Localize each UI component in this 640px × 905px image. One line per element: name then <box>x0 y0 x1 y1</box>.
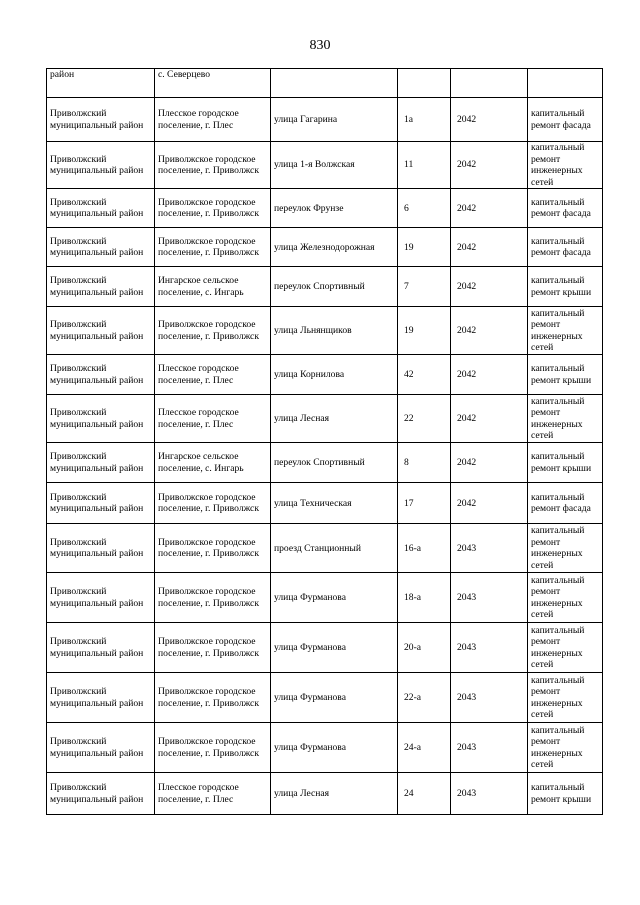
house-number-cell <box>398 69 451 98</box>
settlement-cell: Плесское городское поселение, г. Плес <box>155 98 271 142</box>
table-row <box>47 673 603 723</box>
settlement-cell: с. Северцево <box>155 69 271 98</box>
street-cell: улица 1-я Волжская <box>271 142 398 189</box>
settlement-cell: Приволжское городское поселение, г. Приволжск <box>155 673 271 723</box>
work-type-cell: капитальный ремонт инженерных сетей <box>528 142 603 189</box>
work-type-cell <box>528 69 603 98</box>
district-cell: Приволжский муниципальный район <box>47 773 155 815</box>
house-number-cell: 6 <box>398 189 451 228</box>
district-cell: Приволжский муниципальный район <box>47 228 155 267</box>
house-number-cell: 8 <box>398 443 451 483</box>
work-type-cell: капитальный ремонт крыши <box>528 355 603 395</box>
house-number-cell: 18-а <box>398 573 451 623</box>
street-cell: переулок Фрунзе <box>271 189 398 228</box>
street-cell: улица Фурманова <box>271 623 398 673</box>
repair-schedule-table <box>46 68 603 815</box>
district-cell: Приволжский муниципальный район <box>47 267 155 307</box>
year-cell: 2042 <box>451 395 528 443</box>
table-row <box>47 443 603 483</box>
work-type-cell: капитальный ремонт фасада <box>528 98 603 142</box>
work-type-cell: капитальный ремонт крыши <box>528 267 603 307</box>
settlement-cell: Плесское городское поселение, г. Плес <box>155 773 271 815</box>
table-row <box>47 483 603 524</box>
district-cell: Приволжский муниципальный район <box>47 355 155 395</box>
district-cell: район <box>47 69 155 98</box>
district-cell: Приволжский муниципальный район <box>47 623 155 673</box>
work-type-cell: капитальный ремонт инженерных сетей <box>528 673 603 723</box>
street-cell: улица Железнодорожная <box>271 228 398 267</box>
district-cell: Приволжский муниципальный район <box>47 573 155 623</box>
year-cell: 2042 <box>451 228 528 267</box>
year-cell: 2042 <box>451 355 528 395</box>
work-type-cell: капитальный ремонт инженерных сетей <box>528 573 603 623</box>
table-row <box>47 142 603 189</box>
street-cell: улица Льнянщиков <box>271 307 398 355</box>
street-cell: проезд Станционный <box>271 524 398 573</box>
settlement-cell: Приволжское городское поселение, г. Приволжск <box>155 524 271 573</box>
house-number-cell: 24-а <box>398 723 451 773</box>
work-type-cell: капитальный ремонт инженерных сетей <box>528 623 603 673</box>
street-cell: улица Фурманова <box>271 673 398 723</box>
district-cell: Приволжский муниципальный район <box>47 524 155 573</box>
district-cell: Приволжский муниципальный район <box>47 673 155 723</box>
house-number-cell: 22 <box>398 395 451 443</box>
street-cell: улица Лесная <box>271 395 398 443</box>
house-number-cell: 19 <box>398 307 451 355</box>
table-row <box>47 773 603 815</box>
year-cell: 2042 <box>451 189 528 228</box>
work-type-cell: капитальный ремонт фасада <box>528 483 603 524</box>
street-cell: улица Техническая <box>271 483 398 524</box>
house-number-cell: 20-а <box>398 623 451 673</box>
house-number-cell: 42 <box>398 355 451 395</box>
settlement-cell: Приволжское городское поселение, г. Приволжск <box>155 228 271 267</box>
street-cell: переулок Спортивный <box>271 443 398 483</box>
street-cell: улица Гагарина <box>271 98 398 142</box>
settlement-cell: Приволжское городское поселение, г. Приволжск <box>155 723 271 773</box>
district-cell: Приволжский муниципальный район <box>47 483 155 524</box>
street-cell <box>271 69 398 98</box>
year-cell: 2043 <box>451 673 528 723</box>
street-cell: улица Лесная <box>271 773 398 815</box>
work-type-cell: капитальный ремонт фасада <box>528 189 603 228</box>
house-number-cell: 19 <box>398 228 451 267</box>
work-type-cell: капитальный ремонт фасада <box>528 228 603 267</box>
year-cell: 2042 <box>451 142 528 189</box>
settlement-cell: Приволжское городское поселение, г. Приволжск <box>155 189 271 228</box>
year-cell: 2043 <box>451 773 528 815</box>
year-cell: 2042 <box>451 483 528 524</box>
settlement-cell: Ингарское сельское поселение, с. Ингарь <box>155 267 271 307</box>
table-row <box>47 189 603 228</box>
street-cell: улица Фурманова <box>271 723 398 773</box>
house-number-cell: 22-а <box>398 673 451 723</box>
settlement-cell: Приволжское городское поселение, г. Приволжск <box>155 623 271 673</box>
settlement-cell: Приволжское городское поселение, г. Приволжск <box>155 483 271 524</box>
year-cell: 2042 <box>451 98 528 142</box>
year-cell: 2043 <box>451 573 528 623</box>
year-cell: 2042 <box>451 267 528 307</box>
settlement-cell: Ингарское сельское поселение, с. Ингарь <box>155 443 271 483</box>
table-row <box>47 228 603 267</box>
work-type-cell: капитальный ремонт крыши <box>528 773 603 815</box>
table-row <box>47 623 603 673</box>
house-number-cell: 24 <box>398 773 451 815</box>
table-row <box>47 98 603 142</box>
year-cell: 2042 <box>451 443 528 483</box>
settlement-cell: Плесское городское поселение, г. Плес <box>155 355 271 395</box>
street-cell: улица Фурманова <box>271 573 398 623</box>
year-cell: 2043 <box>451 723 528 773</box>
house-number-cell: 7 <box>398 267 451 307</box>
work-type-cell: капитальный ремонт инженерных сетей <box>528 524 603 573</box>
table-row <box>47 307 603 355</box>
table-row <box>47 573 603 623</box>
table-row <box>47 395 603 443</box>
table-row <box>47 267 603 307</box>
table-row <box>47 723 603 773</box>
year-cell <box>451 69 528 98</box>
year-cell: 2043 <box>451 623 528 673</box>
settlement-cell: Плесское городское поселение, г. Плес <box>155 395 271 443</box>
year-cell: 2043 <box>451 524 528 573</box>
work-type-cell: капитальный ремонт инженерных сетей <box>528 395 603 443</box>
work-type-cell: капитальный ремонт инженерных сетей <box>528 307 603 355</box>
work-type-cell: капитальный ремонт крыши <box>528 443 603 483</box>
table-row <box>47 69 603 98</box>
settlement-cell: Приволжское городское поселение, г. Приволжск <box>155 142 271 189</box>
district-cell: Приволжский муниципальный район <box>47 723 155 773</box>
district-cell: Приволжский муниципальный район <box>47 395 155 443</box>
year-cell: 2042 <box>451 307 528 355</box>
work-type-cell: капитальный ремонт инженерных сетей <box>528 723 603 773</box>
settlement-cell: Приволжское городское поселение, г. Приволжск <box>155 307 271 355</box>
district-cell: Приволжский муниципальный район <box>47 307 155 355</box>
house-number-cell: 17 <box>398 483 451 524</box>
table-row <box>47 524 603 573</box>
house-number-cell: 11 <box>398 142 451 189</box>
street-cell: переулок Спортивный <box>271 267 398 307</box>
table-row <box>47 355 603 395</box>
house-number-cell: 16-а <box>398 524 451 573</box>
settlement-cell: Приволжское городское поселение, г. Приволжск <box>155 573 271 623</box>
street-cell: улица Корнилова <box>271 355 398 395</box>
district-cell: Приволжский муниципальный район <box>47 98 155 142</box>
district-cell: Приволжский муниципальный район <box>47 189 155 228</box>
district-cell: Приволжский муниципальный район <box>47 142 155 189</box>
page-number: 830 <box>309 38 331 53</box>
district-cell: Приволжский муниципальный район <box>47 443 155 483</box>
table-body <box>47 69 603 815</box>
house-number-cell: 1а <box>398 98 451 142</box>
